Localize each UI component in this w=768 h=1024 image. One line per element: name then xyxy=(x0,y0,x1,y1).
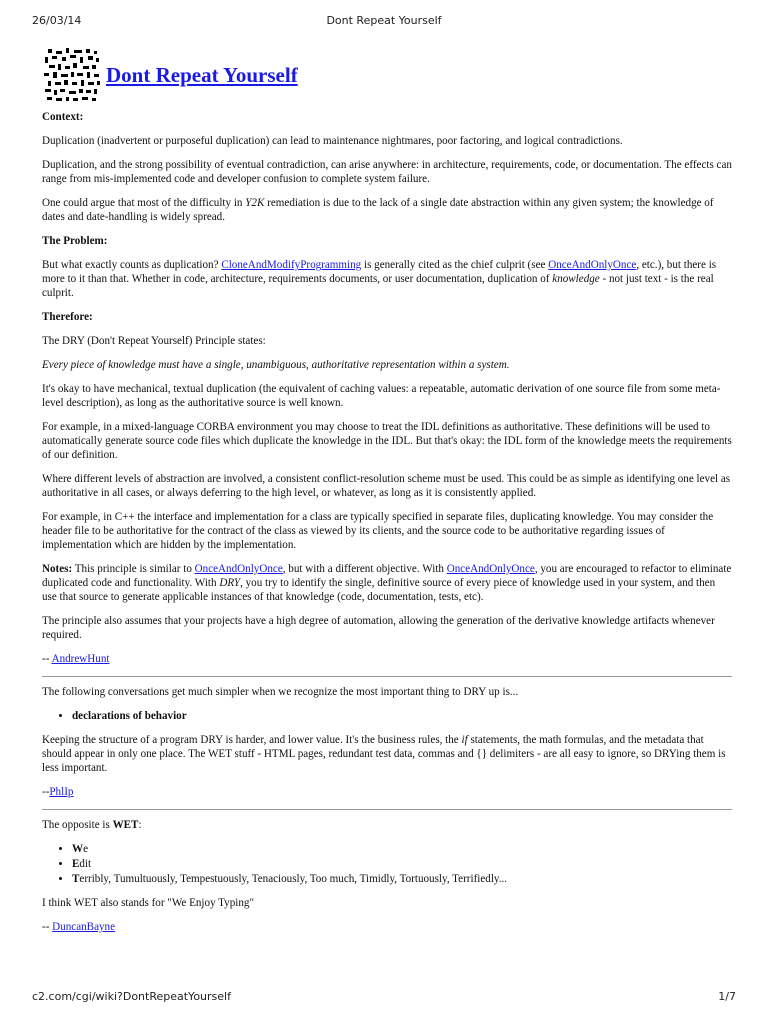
link-andrew-hunt[interactable]: AndrewHunt xyxy=(51,653,110,665)
link-once-and-only-once-2[interactable]: OnceAndOnlyOnce xyxy=(194,563,283,575)
paragraph-automation: The principle also assumes that your projects have a high degree of automation, allowing the generation of the derivative knowledge artifacts whenever required. xyxy=(42,615,715,641)
signature-andrew-hunt: -- AndrewHunt xyxy=(42,653,110,665)
notes-paragraph: Notes: This principle is similar to OnceAndOnlyOnce, but with a different objective. With OnceAndOnlyOnce, you are encouraged to refactor to eliminate duplicated code and functionality. With DRY, you try to identify the single, definitive source of every piece of knowledge used in your system, and then use that source to generate applicable instances of that knowledge (code, documentation, tests, etc). xyxy=(42,563,732,603)
list-item: • Edit xyxy=(72,857,732,871)
context-heading: Context: xyxy=(42,111,84,123)
context-paragraph-2: Duplication, and the strong possibility of eventual contradiction, can arise anywhere: in architecture, requirements, code, or documentation. The effects can range from mis-implemented code and developer confusion to complete system failure. xyxy=(42,159,732,185)
dry-principle-quote: Every piece of knowledge must have a single, unambiguous, authoritative representation within a system. xyxy=(42,359,510,371)
paragraph-cpp: For example, in C++ the interface and implementation for a class are typically specified in separate files, duplicating knowledge. You may consider the header file to be authoritative for the contract of the class as viewed by its clients, and the source code to be authoritative regarding issues of implementation which are hidden by the implementation. xyxy=(42,511,714,551)
therefore-heading: Therefore: xyxy=(42,311,93,323)
problem-paragraph: But what exactly counts as duplication? CloneAndModifyProgramming is generally cited as the chief culprit (see OnceAndOnlyOnce, etc.), but there is more to it than that. Whether in code, architecture, requirements documents, or user documentation, duplication of knowledge - not just text - is the real culprit. xyxy=(42,259,717,299)
page-title[interactable]: Dont Repeat Yourself xyxy=(106,63,298,87)
paragraph-okay: It's okay to have mechanical, textual duplication (the equivalent of caching values: a repeatable, automatic derivation of one source file from some meta-level description), as long as the authoritative source is well known. xyxy=(42,383,721,409)
link-duncan-bayne[interactable]: DuncanBayne xyxy=(52,921,116,933)
wiki-logo-icon[interactable] xyxy=(42,45,102,105)
print-footer xyxy=(32,990,736,1006)
list-item: • declarations of behavior xyxy=(72,709,732,723)
divider xyxy=(42,809,732,810)
paragraph-conversations: The following conversations get much simpler when we recognize the most important thing to DRY up is... xyxy=(42,686,519,698)
problem-heading: The Problem: xyxy=(42,235,108,247)
print-header xyxy=(32,14,736,30)
divider xyxy=(42,676,732,677)
print-url: c2.com/cgi/wiki?DontRepeatYourself xyxy=(32,990,231,1003)
print-title: Dont Repeat Yourself xyxy=(326,14,442,27)
list-item: • We xyxy=(72,842,732,856)
paragraph-levels: Where different levels of abstraction are involved, a consistent conflict-resolution scheme must be used. This could be as simple as identifying one level as authoritative in all cases, or always deferring to the high level, or whatever, as long as it is consistently applied. xyxy=(42,473,731,499)
context-paragraph-3: One could argue that most of the difficulty in Y2K remediation is due to the lack of a single date abstraction within any given system; the knowledge of dates and date-handling is widely spread. xyxy=(42,197,714,223)
print-date: 26/03/14 xyxy=(32,14,82,27)
paragraph-corba: For example, in a mixed-language CORBA environment you may choose to treat the IDL definitions as authoritative. These definitions will be used to automatically generate source code files which duplicate the knowledge in the IDL. But that's okay: the IDL form of the knowledge meets the requirements of our definition. xyxy=(42,421,732,461)
signature-duncan-bayne: -- DuncanBayne xyxy=(42,921,116,933)
dry-intro: The DRY (Don't Repeat Yourself) Principle states: xyxy=(42,335,266,347)
context-paragraph-1: Duplication (inadvertent or purposeful duplication) can lead to maintenance nightmares, poor factoring, and logical contradictions. xyxy=(42,135,623,147)
y2k-term: Y2K xyxy=(245,197,265,209)
behavior-list xyxy=(42,709,732,723)
wiki-page xyxy=(42,44,732,944)
link-phlip[interactable]: PhlIp xyxy=(49,786,74,798)
wet-intro: The opposite is WET: xyxy=(42,819,142,831)
page-number: 1/7 xyxy=(718,990,736,1003)
link-once-and-only-once-3[interactable]: OnceAndOnlyOnce xyxy=(446,563,535,575)
wet-list xyxy=(42,842,732,886)
paragraph-keep-dry: Keeping the structure of a program DRY is harder, and lower value. It's the business rules, the if statements, the math formulas, and the metadata that should appear in only one place. The WET stuff - HTML pages, redundant test data, commas and {} delimiters - are all easy to ignore, so DRYing them is less important. xyxy=(42,734,726,774)
link-clone-and-modify-programming[interactable]: CloneAndModifyProgramming xyxy=(221,259,362,271)
list-item: • Terribly, Tumultuously, Tempestuously, Tenaciously, Too much, Timidly, Tortuously, Terrifiedly... xyxy=(72,872,732,886)
title-row xyxy=(42,44,732,106)
link-once-and-only-once[interactable]: OnceAndOnlyOnce xyxy=(548,259,637,271)
paragraph-we-enjoy-typing: I think WET also stands for "We Enjoy Typing" xyxy=(42,897,254,909)
signature-phlip: --PhlIp xyxy=(42,786,74,798)
